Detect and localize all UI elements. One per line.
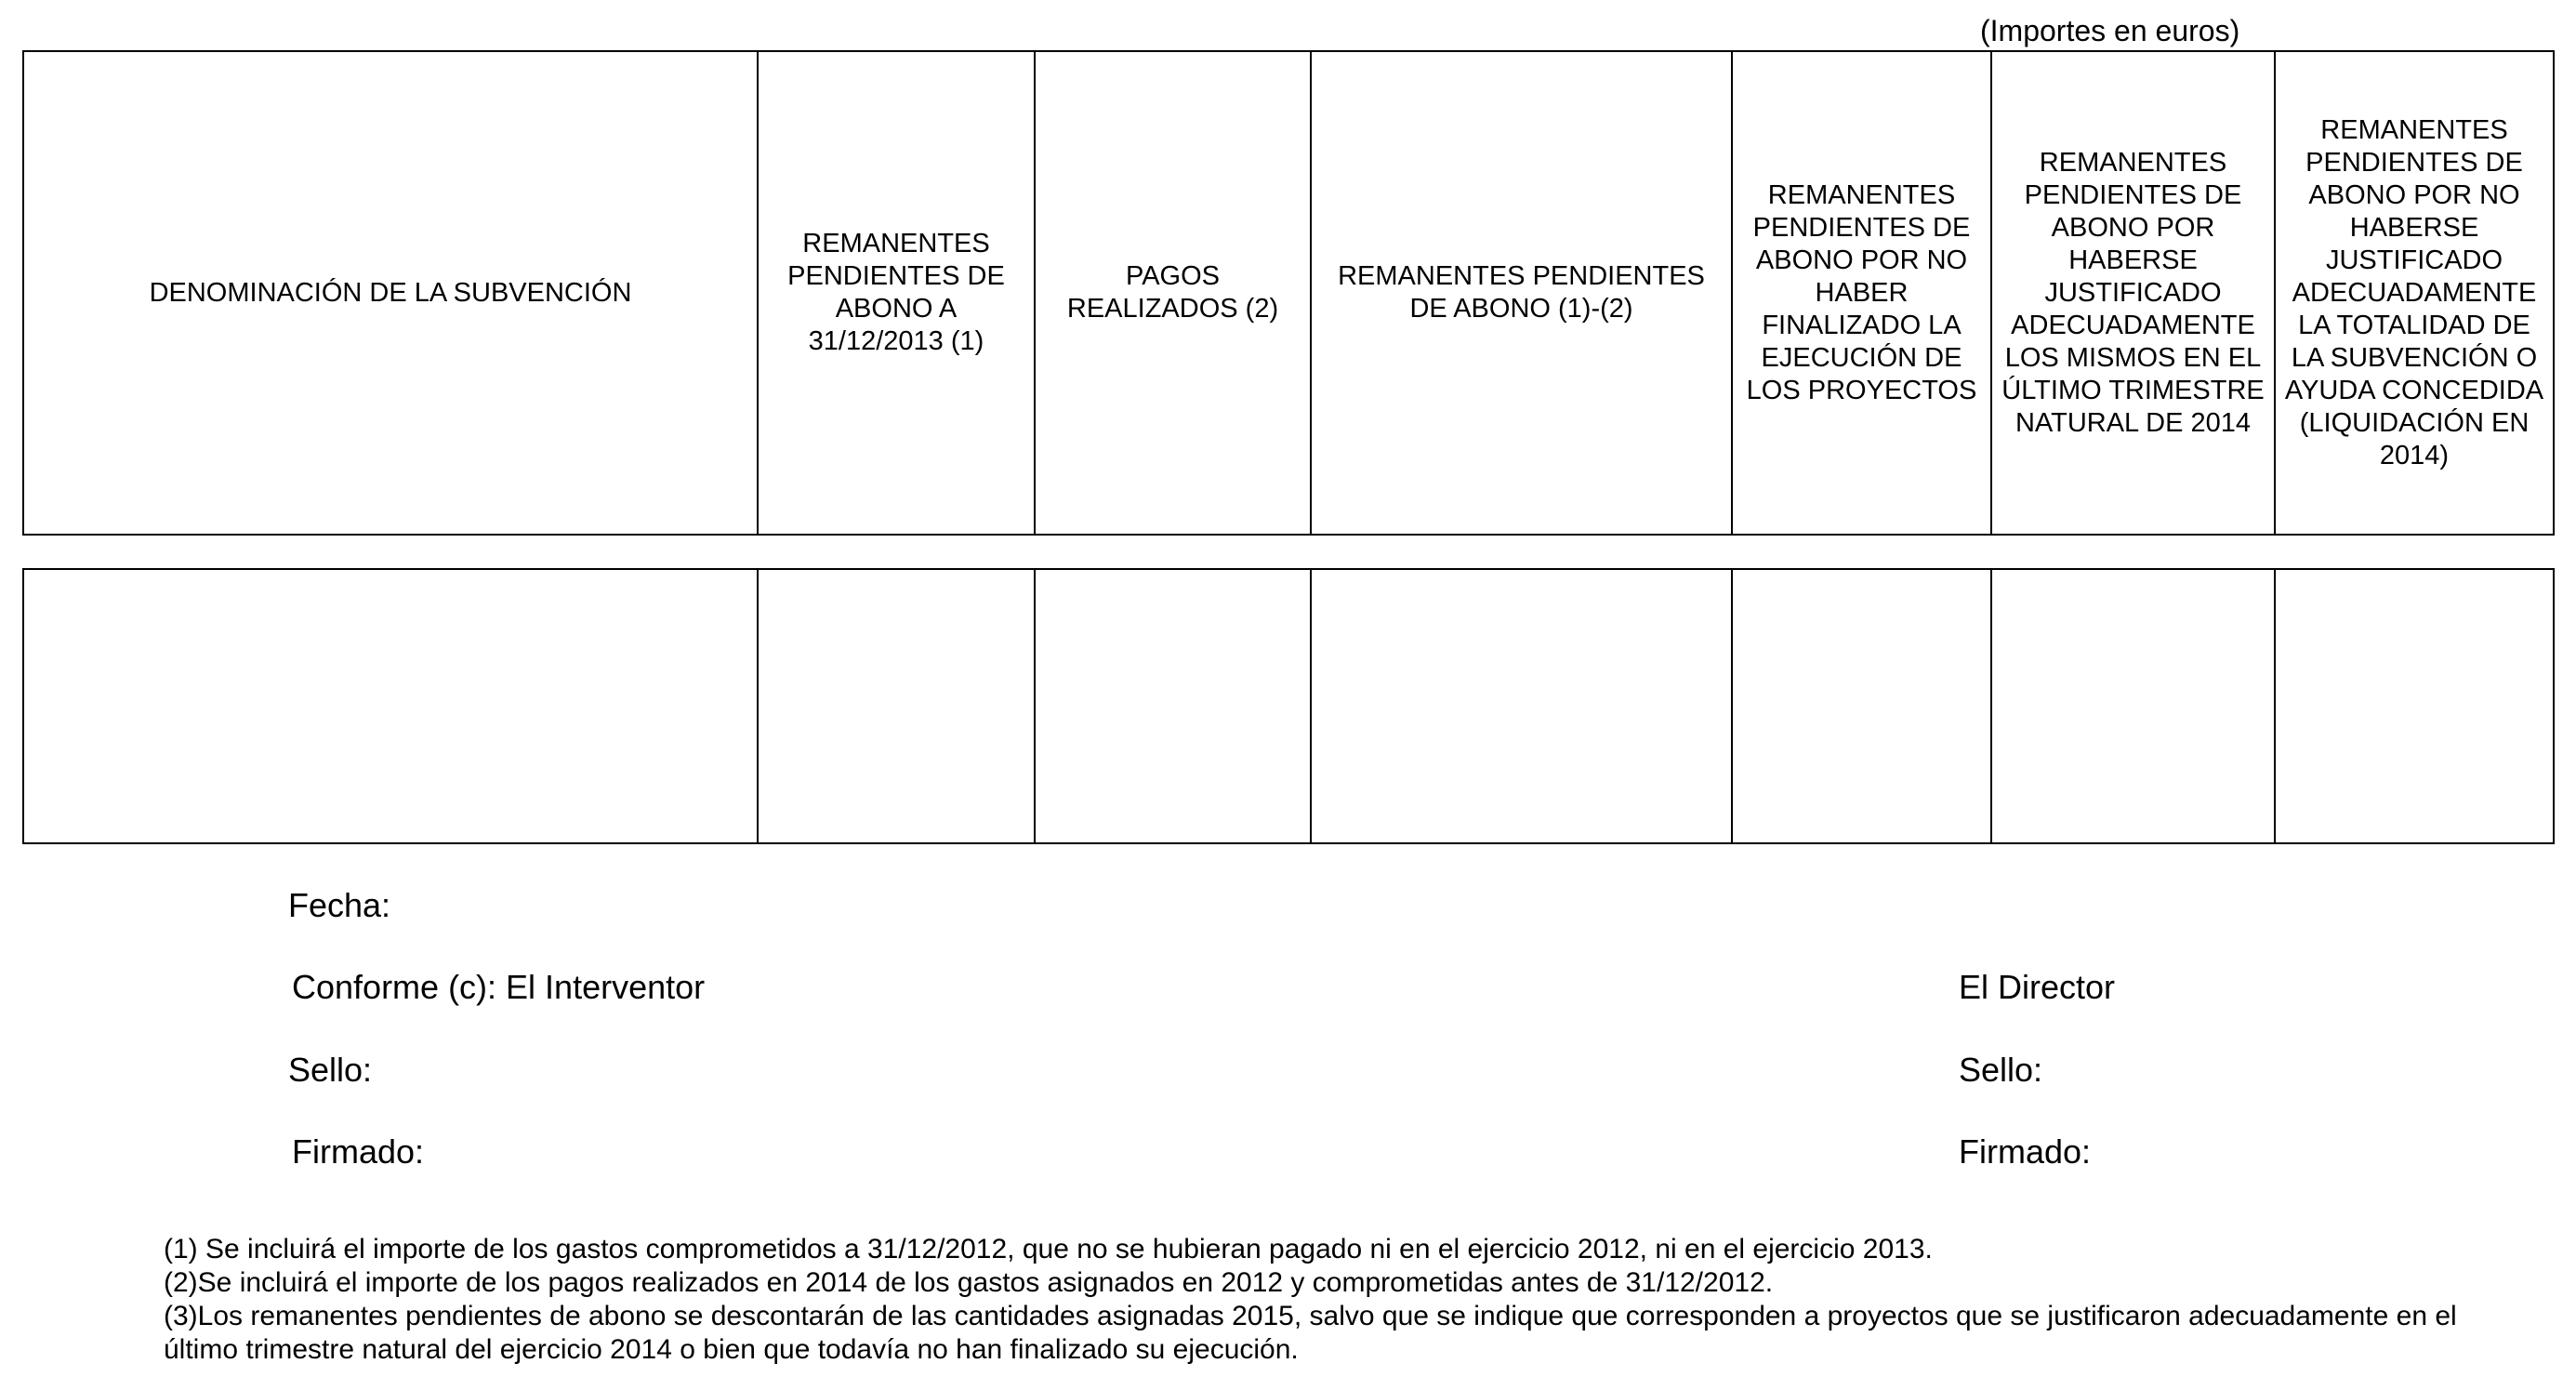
sello-left-label: Sello: [288,1051,373,1089]
header-row [23,51,2554,535]
footnote-2: (2)Se incluirá el importe de los pagos realizados en 2014 de los gastos asignados en 2012 y comprometidas antes de 31/12/2012. [164,1267,1774,1298]
header-cell-liquidacion-2014: REMANENTES PENDIENTES DE ABONO POR NO HABERSE JUSTIFICADO ADECUADAMENTE LA TOTALIDAD DE LA SUBVENCIÓN O AYUDA CONCEDIDA (LIQUIDACIÓN EN 2014) [2275,51,2554,535]
conforme-interventor-label: Conforme (c): El Interventor [292,968,706,1006]
data-cell-remanentes-abono-2013[interactable] [758,569,1035,843]
fecha-label: Fecha: [288,886,391,924]
footnotes [164,1233,2525,1367]
header-cell-justificado-trimestre: REMANENTES PENDIENTES DE ABONO POR HABERSE JUSTIFICADO ADECUADAMENTE LOS MISMOS EN EL ÚLTIMO TRIMESTRE NATURAL DE 2014 [1991,51,2275,535]
data-cell-no-finalizado[interactable] [1732,569,1991,843]
header-cell-remanentes-abono-2013: REMANENTES PENDIENTES DE ABONO A 31/12/2013 (1) [758,51,1035,535]
footnote-3: (3)Los remanentes pendientes de abono se descontarán de las cantidades asignadas 2015, salvo que se indique que corresponden a proyectos que se justificaron adecuadamente en el último trimestre natural del ejercicio 2014 o bien que todavía no han finalizado su ejecución. [164,1301,2457,1365]
data-cell-pagos-realizados[interactable] [1035,569,1311,843]
header-table [22,50,2555,536]
data-cell-remanentes-pendientes[interactable] [1311,569,1732,843]
table-row [23,569,2554,843]
currency-note: (Importes en euros) [1980,14,2240,47]
data-cell-denominacion[interactable] [23,569,758,843]
header-cell-no-finalizado: REMANENTES PENDIENTES DE ABONO POR NO HABER FINALIZADO LA EJECUCIÓN DE LOS PROYECTOS [1732,51,1991,535]
data-table [22,568,2555,844]
footnote-1: (1) Se incluirá el importe de los gastos comprometidos a 31/12/2012, que no se hubieran pagado ni en el ejercicio 2012, ni en el ejercicio 2013. [164,1234,1933,1264]
data-cell-liquidacion-2014[interactable] [2275,569,2554,843]
header-cell-remanentes-pendientes: REMANENTES PENDIENTES DE ABONO (1)-(2) [1311,51,1732,535]
director-label: El Director [1959,968,2116,1006]
sello-right-label: Sello: [1959,1051,2043,1089]
header-cell-pagos-realizados: PAGOS REALIZADOS (2) [1035,51,1311,535]
data-cell-justificado-trimestre[interactable] [1991,569,2275,843]
firmado-right-label: Firmado: [1959,1132,2092,1171]
header-cell-denominacion: DENOMINACIÓN DE LA SUBVENCIÓN [23,51,758,535]
firmado-left-label: Firmado: [292,1132,425,1171]
